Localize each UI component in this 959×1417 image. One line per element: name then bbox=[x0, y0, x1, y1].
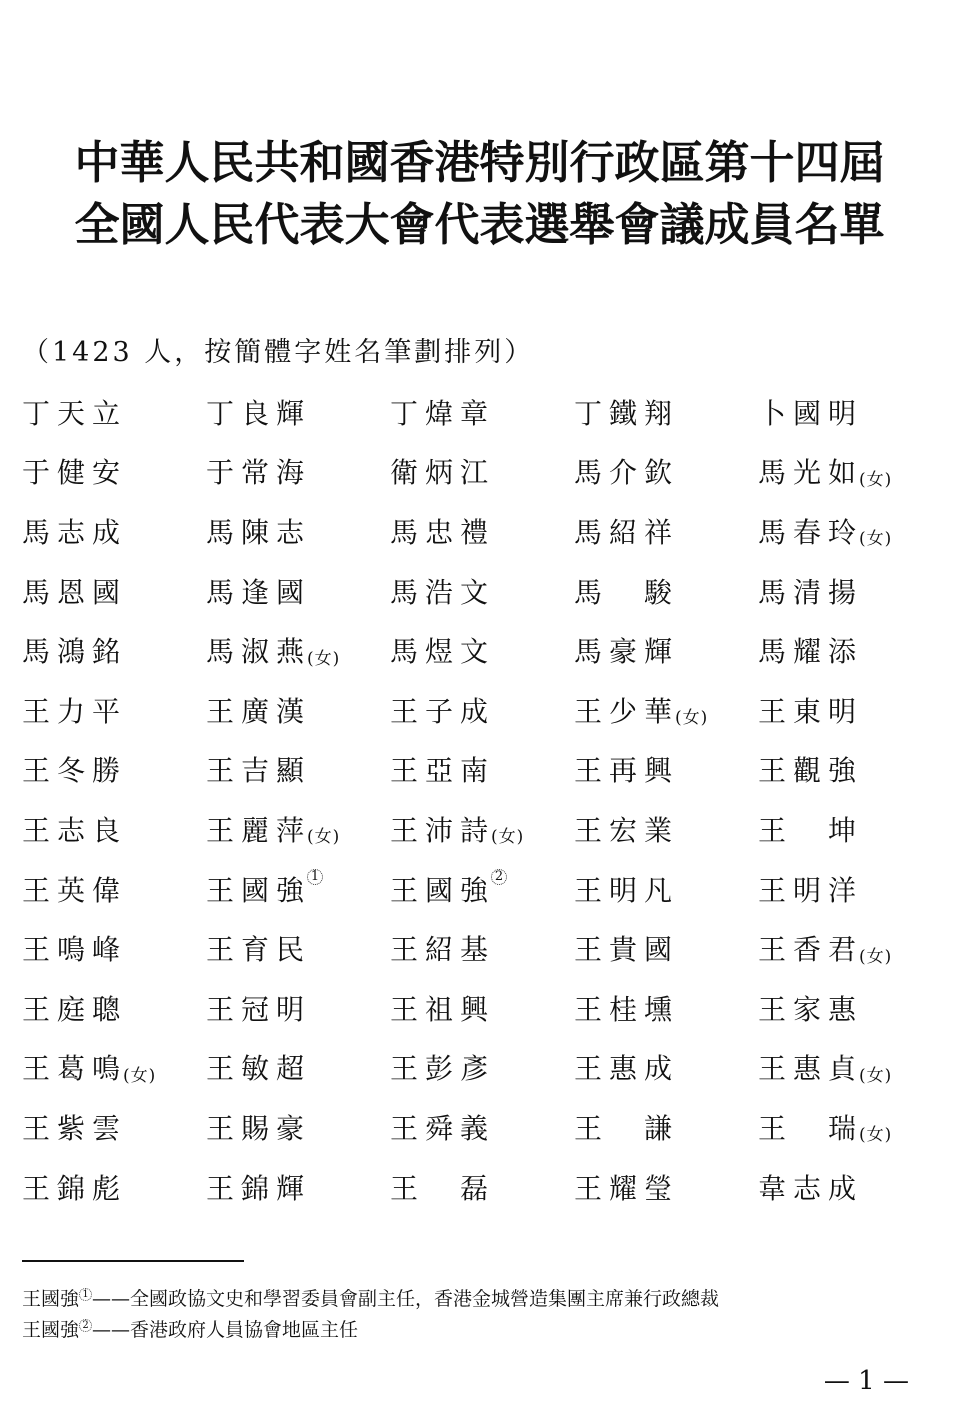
gender-note: (女) bbox=[859, 1065, 893, 1086]
member-name: 王耀瑩 bbox=[574, 1171, 680, 1205]
member-entry bbox=[390, 561, 495, 621]
member-entry bbox=[390, 620, 495, 680]
member-entry bbox=[758, 978, 863, 1038]
member-entry bbox=[758, 1038, 892, 1098]
member-entry bbox=[574, 1157, 679, 1217]
member-name: 馬恩國 bbox=[22, 575, 128, 609]
member-name: 馬陳志 bbox=[206, 515, 312, 549]
name-row bbox=[22, 1038, 922, 1098]
footnote-line bbox=[22, 1284, 719, 1315]
member-entry bbox=[206, 561, 311, 621]
member-name: 王彭彥 bbox=[390, 1052, 496, 1086]
member-name: 王少華 bbox=[574, 694, 680, 728]
member-name: 衛炳江 bbox=[390, 456, 496, 490]
page-number: — 1 — bbox=[823, 1366, 909, 1396]
member-entry bbox=[758, 382, 863, 442]
member-name: 馬介欽 bbox=[574, 456, 680, 490]
member-name: 王 謙 bbox=[574, 1111, 680, 1145]
member-name: 王紫雲 bbox=[22, 1111, 128, 1145]
member-name: 王賜豪 bbox=[206, 1111, 312, 1145]
footnote-line bbox=[22, 1315, 719, 1346]
member-name: 王亞南 bbox=[390, 754, 496, 788]
member-name: 馬 駿 bbox=[574, 575, 680, 609]
member-entry bbox=[758, 501, 892, 561]
member-entry bbox=[206, 740, 311, 800]
member-name: 丁鐵翔 bbox=[574, 396, 680, 430]
gender-note: (女) bbox=[859, 946, 893, 967]
member-entry bbox=[390, 1157, 495, 1217]
document-title bbox=[0, 132, 959, 256]
member-entry bbox=[206, 680, 311, 740]
member-name: 馬豪輝 bbox=[574, 635, 680, 669]
member-name: 王庭聰 bbox=[22, 992, 128, 1026]
member-name: 王國強 bbox=[390, 873, 496, 907]
footnotes bbox=[22, 1284, 719, 1346]
member-name: 王 坤 bbox=[758, 813, 864, 847]
member-name: 王育民 bbox=[206, 933, 312, 967]
member-name: 馬光如 bbox=[758, 456, 864, 490]
name-row bbox=[22, 680, 922, 740]
name-row bbox=[22, 1097, 922, 1157]
gender-note: (女) bbox=[859, 529, 893, 550]
gender-note: (女) bbox=[675, 708, 709, 729]
member-name: 王舜義 bbox=[390, 1111, 496, 1145]
member-entry bbox=[390, 918, 495, 978]
member-entry bbox=[206, 1097, 311, 1157]
member-name: 王子成 bbox=[390, 694, 496, 728]
member-entry bbox=[390, 1097, 495, 1157]
member-name-list bbox=[22, 382, 922, 1216]
member-name: 王敏超 bbox=[206, 1052, 312, 1086]
member-name: 馬淑燕 bbox=[206, 635, 312, 669]
member-entry bbox=[206, 1157, 311, 1217]
member-name: 馬志成 bbox=[22, 515, 128, 549]
member-name: 馬忠禮 bbox=[390, 515, 496, 549]
member-entry bbox=[758, 1097, 892, 1157]
name-row bbox=[22, 501, 922, 561]
member-entry bbox=[758, 859, 863, 919]
member-name: 馬逢國 bbox=[206, 575, 312, 609]
member-name: 王力平 bbox=[22, 694, 128, 728]
member-entry bbox=[22, 740, 127, 800]
member-entry bbox=[22, 620, 127, 680]
footnote-text: ——香港政府人員協會地區主任 bbox=[92, 1319, 359, 1341]
footnote-name: 王國強 bbox=[22, 1288, 80, 1310]
member-name: 馬清揚 bbox=[758, 575, 864, 609]
member-entry bbox=[22, 442, 127, 502]
member-name: 丁天立 bbox=[22, 396, 128, 430]
member-entry bbox=[206, 501, 311, 561]
member-name: 馬紹祥 bbox=[574, 515, 680, 549]
member-entry bbox=[22, 680, 127, 740]
member-name: 王宏業 bbox=[574, 813, 680, 847]
member-name: 王桂壎 bbox=[574, 992, 680, 1026]
member-name: 王惠成 bbox=[574, 1052, 680, 1086]
member-name: 馬耀添 bbox=[758, 635, 864, 669]
member-name: 于健安 bbox=[22, 456, 128, 490]
member-entry bbox=[390, 382, 495, 442]
member-entry bbox=[758, 1157, 863, 1217]
member-name: 王 瑞 bbox=[758, 1111, 864, 1145]
member-name: 王志良 bbox=[22, 813, 128, 847]
member-name: 王香君 bbox=[758, 933, 864, 967]
member-entry bbox=[390, 978, 495, 1038]
footnote-text: ——全國政協文史和學習委員會副主任，香港金城營造集團主席兼行政總裁 bbox=[92, 1288, 720, 1310]
footnote-marker: 1 bbox=[307, 869, 323, 885]
member-name: 丁煒章 bbox=[390, 396, 496, 430]
member-entry bbox=[758, 740, 863, 800]
member-name: 王吉顯 bbox=[206, 754, 312, 788]
member-name: 丁良輝 bbox=[206, 396, 312, 430]
member-entry bbox=[206, 1038, 311, 1098]
name-row bbox=[22, 442, 922, 502]
member-entry bbox=[574, 442, 679, 502]
member-entry bbox=[574, 561, 679, 621]
member-entry bbox=[206, 442, 311, 502]
member-entry bbox=[390, 501, 495, 561]
member-entry bbox=[574, 620, 679, 680]
list-description: （1423 人，按簡體字姓名筆劃排列） bbox=[22, 337, 535, 368]
member-entry bbox=[390, 859, 507, 919]
member-name: 馬浩文 bbox=[390, 575, 496, 609]
gender-note: (女) bbox=[859, 469, 893, 490]
member-entry bbox=[574, 740, 679, 800]
member-entry bbox=[22, 859, 127, 919]
title-line-1: 中華人民共和國香港特別行政區第十四屆 bbox=[74, 136, 885, 189]
gender-note: (女) bbox=[307, 648, 341, 669]
member-name: 馬煜文 bbox=[390, 635, 496, 669]
name-row bbox=[22, 561, 922, 621]
member-entry bbox=[22, 1097, 127, 1157]
member-entry bbox=[206, 918, 311, 978]
member-name: 王英偉 bbox=[22, 873, 128, 907]
member-entry bbox=[390, 442, 495, 502]
footnote-marker: 1 bbox=[79, 1288, 92, 1301]
member-name: 王葛鳴 bbox=[22, 1052, 128, 1086]
name-row bbox=[22, 978, 922, 1038]
member-name: 王錦輝 bbox=[206, 1171, 312, 1205]
member-entry bbox=[574, 978, 679, 1038]
member-entry bbox=[390, 1038, 495, 1098]
member-entry bbox=[758, 442, 892, 502]
member-name: 王東明 bbox=[758, 694, 864, 728]
member-entry bbox=[22, 1157, 127, 1217]
member-entry bbox=[22, 1038, 156, 1098]
member-entry bbox=[22, 382, 127, 442]
member-name: 王明洋 bbox=[758, 873, 864, 907]
member-entry bbox=[390, 680, 495, 740]
footnote-name: 王國強 bbox=[22, 1319, 80, 1341]
member-entry bbox=[574, 382, 679, 442]
member-name: 于常海 bbox=[206, 456, 312, 490]
member-entry bbox=[22, 799, 127, 859]
member-name: 王冠明 bbox=[206, 992, 312, 1026]
member-name: 王祖興 bbox=[390, 992, 496, 1026]
member-name: 王錦彪 bbox=[22, 1171, 128, 1205]
name-row bbox=[22, 1157, 922, 1217]
member-entry bbox=[206, 978, 311, 1038]
footnote-marker: 2 bbox=[79, 1319, 92, 1332]
member-name: 王鳴峰 bbox=[22, 933, 128, 967]
gender-note: (女) bbox=[307, 827, 341, 848]
member-entry bbox=[22, 978, 127, 1038]
member-name: 馬春玲 bbox=[758, 515, 864, 549]
member-entry bbox=[574, 1097, 679, 1157]
member-name: 馬鴻銘 bbox=[22, 635, 128, 669]
member-name: 王紹基 bbox=[390, 933, 496, 967]
member-entry bbox=[206, 859, 323, 919]
member-entry bbox=[574, 680, 708, 740]
member-name: 卜國明 bbox=[758, 396, 864, 430]
member-entry bbox=[390, 799, 524, 859]
name-row bbox=[22, 740, 922, 800]
member-name: 王再興 bbox=[574, 754, 680, 788]
member-entry bbox=[574, 1038, 679, 1098]
member-name: 王家惠 bbox=[758, 992, 864, 1026]
name-row bbox=[22, 799, 922, 859]
member-entry bbox=[206, 799, 340, 859]
name-row bbox=[22, 859, 922, 919]
member-entry bbox=[22, 561, 127, 621]
gender-note: (女) bbox=[123, 1065, 157, 1086]
member-entry bbox=[206, 620, 340, 680]
member-entry bbox=[758, 620, 863, 680]
member-name: 王觀強 bbox=[758, 754, 864, 788]
member-name: 王 磊 bbox=[390, 1171, 496, 1205]
name-row bbox=[22, 620, 922, 680]
member-name: 王冬勝 bbox=[22, 754, 128, 788]
name-row bbox=[22, 382, 922, 442]
member-entry bbox=[758, 799, 863, 859]
member-entry bbox=[758, 918, 892, 978]
member-name: 王明凡 bbox=[574, 873, 680, 907]
member-name: 王沛詩 bbox=[390, 813, 496, 847]
member-name: 王廣漢 bbox=[206, 694, 312, 728]
member-entry bbox=[390, 740, 495, 800]
gender-note: (女) bbox=[859, 1125, 893, 1146]
title-line-2: 全國人民代表大會代表選舉會議成員名單 bbox=[74, 198, 885, 251]
member-entry bbox=[574, 859, 679, 919]
member-entry bbox=[574, 918, 679, 978]
member-entry bbox=[574, 501, 679, 561]
member-name: 王貴國 bbox=[574, 933, 680, 967]
footnote-divider bbox=[22, 1260, 244, 1262]
footnote-marker: 2 bbox=[491, 869, 507, 885]
member-name: 王國強 bbox=[206, 873, 312, 907]
member-entry bbox=[206, 382, 311, 442]
member-entry bbox=[22, 501, 127, 561]
member-name: 王麗萍 bbox=[206, 813, 312, 847]
member-name: 韋志成 bbox=[758, 1171, 864, 1205]
member-entry bbox=[22, 918, 127, 978]
member-entry bbox=[758, 561, 863, 621]
member-entry bbox=[758, 680, 863, 740]
gender-note: (女) bbox=[491, 827, 525, 848]
name-row bbox=[22, 918, 922, 978]
member-name: 王惠貞 bbox=[758, 1052, 864, 1086]
member-entry bbox=[574, 799, 679, 859]
